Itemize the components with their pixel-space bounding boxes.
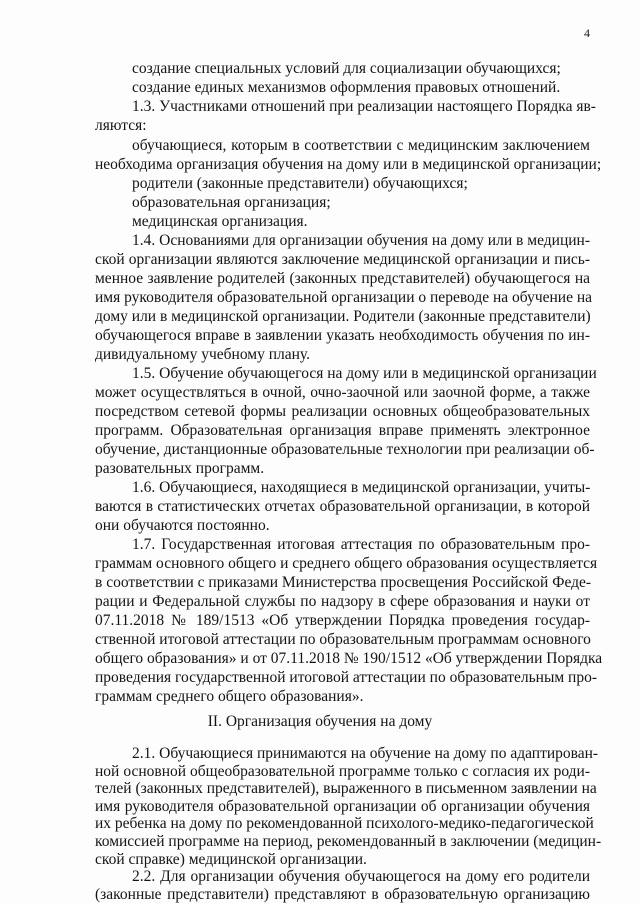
text-line: ляются: [95, 117, 147, 134]
text-line: ственной итоговой аттестации по образовательным программам основного [95, 631, 591, 648]
text-line: 2.1. Обучающиеся принимаются на обучение на дому по адаптирован- [132, 745, 599, 762]
text-line: дому или в медицинской организации. Родители (законные представители) [95, 308, 591, 325]
text-line: ской справке) медицинской организации. [95, 850, 367, 868]
text-line: их ребенка на дому по рекомендованной психолого-медико-педагогической [95, 815, 594, 833]
text-line: медицинская организация. [132, 213, 308, 230]
text-line: комиссией программе на период, рекомендованный в заключении (медицин- [95, 833, 602, 850]
text-line: (законные представители) представляют в образовательную организацию [95, 885, 590, 903]
text-line: может осуществляться в очной, очно-заочной или заочной форме, а также [95, 384, 590, 401]
text-line: образовательная организация; [132, 194, 331, 211]
text-line: посредством сетевой формы реализации основных общеобразовательных [95, 403, 590, 420]
text-line: программ. Образовательная организация вправе применять электронное [95, 422, 590, 439]
text-line: они обучаются постоянно. [95, 517, 270, 534]
text-line: 1.6. Обучающиеся, находящиеся в медицинской организации, учиты- [132, 479, 591, 496]
text-line: общего образования» и от 07.11.2018 № 190/1512 «Об утверждении Порядка [95, 650, 603, 667]
text-line: обучающиеся, которым в соответствии с медицинским заключением [132, 137, 590, 154]
text-line: обучающегося вправе в заявлении указать необходимость обучения по ин- [95, 327, 590, 344]
page-number: 4 [584, 26, 590, 40]
text-line: создание специальных условий для социализации обучающихся; [132, 60, 561, 77]
text-line: 2.2. Для организации обучения обучающегося на дому его родители [132, 868, 590, 886]
text-line: 1.4. Основаниями для организации обучения на дому или в медицин- [132, 232, 590, 249]
text-line: ваются в статистических отчетах образовательной организации, в которой [95, 498, 590, 515]
text-line: создание единых механизмов оформления правовых отношений. [132, 79, 561, 96]
text-line: дивидуальному учебному плану. [95, 346, 311, 363]
section-heading: II. Организация обучения на дому [207, 713, 433, 730]
text-line: 1.7. Государственная итоговая аттестация по образовательным про- [132, 536, 590, 553]
text-line: рации и Федеральной службы по надзору в сфере образования и науки от [95, 593, 590, 610]
text-line: граммам среднего общего образования». [95, 688, 364, 705]
text-line: родители (законные представители) обучающихся; [132, 175, 468, 192]
text-line: 1.3. Участниками отношений при реализации настоящего Порядка яв- [132, 98, 596, 115]
text-line: проведения государственной итоговой аттестации по образовательным про- [95, 669, 598, 686]
text-line: ской организации являются заключение медицинской организации и пись- [95, 251, 590, 268]
text-line: телей (законных представителей), выраженного в письменном заявлении на [95, 780, 597, 798]
text-line: в соответствии с приказами Министерства просвещения Российской Феде- [95, 574, 592, 591]
text-line: разовательных программ. [95, 460, 265, 477]
text-line: 07.11.2018 № 189/1513 «Об утверждении Порядка проведения государ- [95, 612, 590, 629]
text-line: имя руководителя образовательной организации о переводе на обучение на [95, 289, 593, 306]
text-line: необходима организация обучения на дому или в медицинской организации; [95, 156, 602, 173]
text-line: имя руководителя образовательной организации об организации обучения [95, 797, 590, 815]
text-line: обучение, дистанционные образовательные технологии при реализации об- [95, 441, 595, 458]
text-line: 1.5. Обучение обучающегося на дому или в медицинской организации [132, 365, 597, 382]
text-line: ной основной общеобразовательной программе только с согласия их роди- [95, 762, 590, 780]
text-line: граммам основного общего и среднего общего образования осуществляется [95, 555, 598, 572]
text-line: менное заявление родителей (законных представителей) обучающегося на [95, 270, 590, 287]
